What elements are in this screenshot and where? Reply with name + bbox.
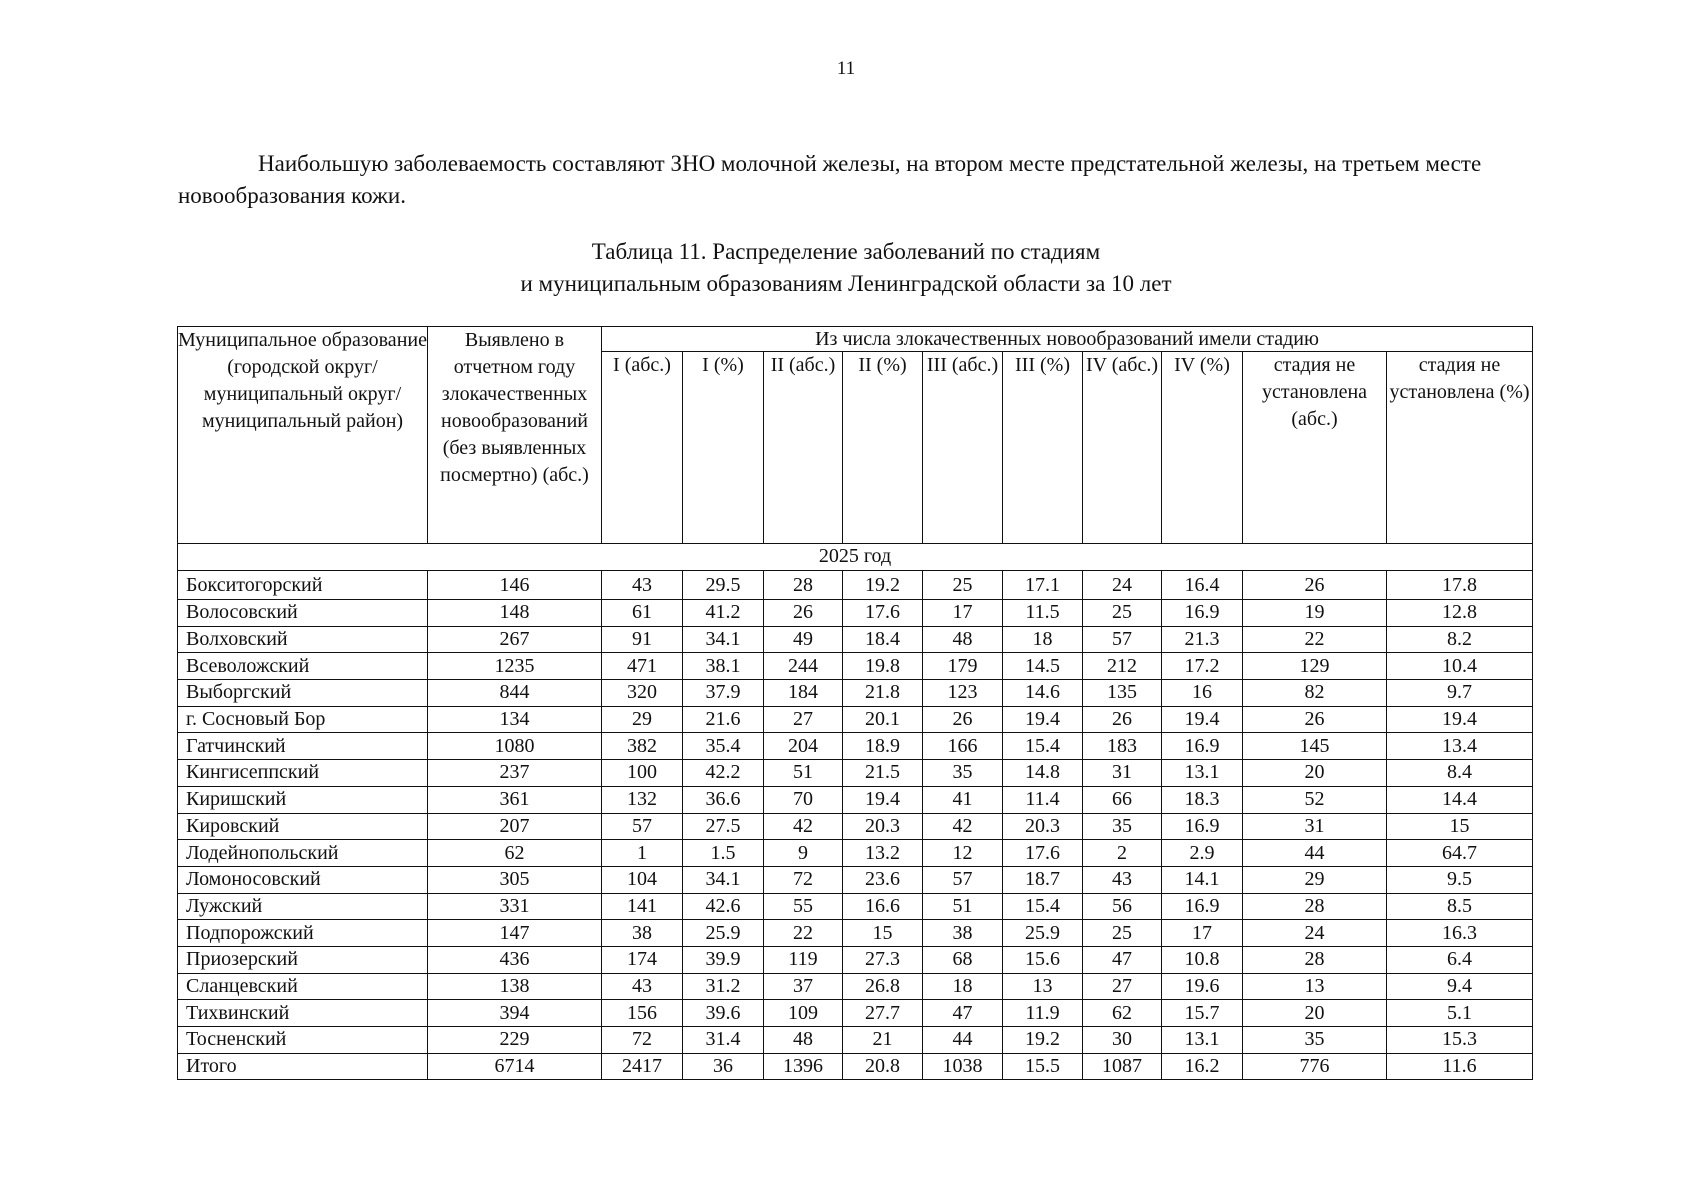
detected-cell: 62: [428, 840, 602, 867]
stage-1-pct-cell: 41.2: [683, 600, 764, 627]
stage-3-abs-cell: 25: [923, 571, 1003, 600]
stage-2-abs-cell: 49: [764, 626, 843, 653]
stage-3-pct-cell: 15.4: [1003, 733, 1083, 760]
stage-3-pct-cell: 14.5: [1003, 653, 1083, 680]
stage-1-pct-cell: 29.5: [683, 571, 764, 600]
stage-1-abs-cell: 174: [602, 946, 683, 973]
stage-4-abs-cell: 135: [1083, 680, 1162, 707]
municipality-cell: Приозерский: [178, 946, 428, 973]
stage-1-abs-cell: 72: [602, 1027, 683, 1054]
detected-cell: 267: [428, 626, 602, 653]
stage-1-pct-cell: 31.4: [683, 1027, 764, 1054]
header-municipality: Муниципальное образование (городской округ/ муниципальный округ/ муниципальный район): [178, 327, 428, 544]
stage-2-pct-cell: 17.6: [843, 600, 923, 627]
stage-2-pct-cell: 20.1: [843, 706, 923, 733]
stage-1-abs-cell: 1: [602, 840, 683, 867]
stage-1-pct-cell: 39.9: [683, 946, 764, 973]
unknown-abs-cell: 28: [1243, 893, 1387, 920]
stage-4-abs-cell: 24: [1083, 571, 1162, 600]
stage-3-abs-cell: 38: [923, 920, 1003, 947]
stage-2-pct-cell: 27.7: [843, 1000, 923, 1027]
stage-1-pct-cell: 37.9: [683, 680, 764, 707]
stage-2-abs-cell: 244: [764, 653, 843, 680]
stage-3-pct-cell: 25.9: [1003, 920, 1083, 947]
header-stage-4-pct: IV (%): [1162, 352, 1243, 544]
stage-4-pct-cell: 16.4: [1162, 571, 1243, 600]
stage-3-pct-cell: 13: [1003, 973, 1083, 1000]
stage-3-abs-cell: 68: [923, 946, 1003, 973]
stage-4-pct-cell: 19.4: [1162, 706, 1243, 733]
stage-2-pct-cell: 16.6: [843, 893, 923, 920]
stage-2-abs-cell: 72: [764, 866, 843, 893]
table-row: [178, 840, 1533, 867]
unknown-abs-cell: 26: [1243, 571, 1387, 600]
stage-3-abs-cell: 1038: [923, 1053, 1003, 1080]
table-row: [178, 786, 1533, 813]
stage-3-pct-cell: 11.5: [1003, 600, 1083, 627]
stage-4-abs-cell: 31: [1083, 760, 1162, 787]
stage-3-abs-cell: 41: [923, 786, 1003, 813]
table-row: [178, 626, 1533, 653]
stage-1-pct-cell: 36: [683, 1053, 764, 1080]
stage-3-abs-cell: 47: [923, 1000, 1003, 1027]
unknown-pct-cell: 5.1: [1387, 1000, 1533, 1027]
detected-cell: 305: [428, 866, 602, 893]
stage-4-pct-cell: 15.7: [1162, 1000, 1243, 1027]
stage-2-pct-cell: 19.4: [843, 786, 923, 813]
municipality-cell: Выборгский: [178, 680, 428, 707]
stage-3-pct-cell: 20.3: [1003, 813, 1083, 840]
unknown-abs-cell: 20: [1243, 1000, 1387, 1027]
stage-3-abs-cell: 51: [923, 893, 1003, 920]
detected-cell: 134: [428, 706, 602, 733]
stage-2-abs-cell: 27: [764, 706, 843, 733]
stage-2-abs-cell: 109: [764, 1000, 843, 1027]
header-stage-3-abs: III (абс.): [923, 352, 1003, 544]
stage-2-abs-cell: 55: [764, 893, 843, 920]
stage-3-pct-cell: 14.8: [1003, 760, 1083, 787]
stage-3-abs-cell: 123: [923, 680, 1003, 707]
stage-2-pct-cell: 19.2: [843, 571, 923, 600]
stage-3-pct-cell: 18.7: [1003, 866, 1083, 893]
stage-4-pct-cell: 17.2: [1162, 653, 1243, 680]
stage-1-abs-cell: 29: [602, 706, 683, 733]
stage-1-abs-cell: 61: [602, 600, 683, 627]
stage-2-pct-cell: 18.4: [843, 626, 923, 653]
stage-2-pct-cell: 20.8: [843, 1053, 923, 1080]
municipality-cell: Подпорожский: [178, 920, 428, 947]
stage-1-abs-cell: 104: [602, 866, 683, 893]
table-row: [178, 946, 1533, 973]
stage-4-pct-cell: 14.1: [1162, 866, 1243, 893]
stage-4-abs-cell: 183: [1083, 733, 1162, 760]
stage-4-abs-cell: 57: [1083, 626, 1162, 653]
stage-1-abs-cell: 141: [602, 893, 683, 920]
table-row: [178, 1027, 1533, 1054]
stage-2-abs-cell: 119: [764, 946, 843, 973]
stage-2-pct-cell: 23.6: [843, 866, 923, 893]
stage-1-pct-cell: 36.6: [683, 786, 764, 813]
stage-3-abs-cell: 57: [923, 866, 1003, 893]
unknown-abs-cell: 44: [1243, 840, 1387, 867]
stage-1-pct-cell: 1.5: [683, 840, 764, 867]
detected-cell: 237: [428, 760, 602, 787]
stage-2-pct-cell: 15: [843, 920, 923, 947]
unknown-abs-cell: 24: [1243, 920, 1387, 947]
detected-cell: 1235: [428, 653, 602, 680]
stage-1-abs-cell: 156: [602, 1000, 683, 1027]
stage-1-abs-cell: 2417: [602, 1053, 683, 1080]
year-row: [178, 544, 1533, 571]
stage-2-abs-cell: 51: [764, 760, 843, 787]
total-row: [178, 1053, 1533, 1080]
page-number: 11: [836, 58, 856, 79]
stage-3-abs-cell: 42: [923, 813, 1003, 840]
stage-4-abs-cell: 56: [1083, 893, 1162, 920]
unknown-pct-cell: 15.3: [1387, 1027, 1533, 1054]
stage-distribution-table: [177, 326, 1533, 1080]
stage-1-abs-cell: 471: [602, 653, 683, 680]
stage-3-abs-cell: 35: [923, 760, 1003, 787]
unknown-abs-cell: 28: [1243, 946, 1387, 973]
detected-cell: 436: [428, 946, 602, 973]
unknown-pct-cell: 11.6: [1387, 1053, 1533, 1080]
unknown-pct-cell: 8.4: [1387, 760, 1533, 787]
stage-4-abs-cell: 43: [1083, 866, 1162, 893]
stage-4-pct-cell: 16.9: [1162, 893, 1243, 920]
municipality-cell: Итого: [178, 1053, 428, 1080]
stage-4-abs-cell: 35: [1083, 813, 1162, 840]
unknown-abs-cell: 35: [1243, 1027, 1387, 1054]
stage-2-abs-cell: 48: [764, 1027, 843, 1054]
stage-2-abs-cell: 22: [764, 920, 843, 947]
stage-4-abs-cell: 66: [1083, 786, 1162, 813]
municipality-cell: Тихвинский: [178, 1000, 428, 1027]
stage-3-pct-cell: 11.4: [1003, 786, 1083, 813]
stage-1-pct-cell: 42.2: [683, 760, 764, 787]
stage-3-abs-cell: 166: [923, 733, 1003, 760]
stage-4-abs-cell: 30: [1083, 1027, 1162, 1054]
stage-4-pct-cell: 16.9: [1162, 813, 1243, 840]
stage-2-abs-cell: 9: [764, 840, 843, 867]
stage-2-abs-cell: 184: [764, 680, 843, 707]
unknown-pct-cell: 16.3: [1387, 920, 1533, 947]
table-row: [178, 571, 1533, 600]
header-unknown-pct: стадия не установлена (%): [1387, 352, 1533, 544]
stage-4-pct-cell: 10.8: [1162, 946, 1243, 973]
municipality-cell: Сланцевский: [178, 973, 428, 1000]
unknown-pct-cell: 64.7: [1387, 840, 1533, 867]
detected-cell: 361: [428, 786, 602, 813]
municipality-cell: Кировский: [178, 813, 428, 840]
unknown-abs-cell: 22: [1243, 626, 1387, 653]
table-row: [178, 973, 1533, 1000]
unknown-abs-cell: 19: [1243, 600, 1387, 627]
stage-4-pct-cell: 2.9: [1162, 840, 1243, 867]
stage-3-pct-cell: 19.4: [1003, 706, 1083, 733]
stage-4-abs-cell: 212: [1083, 653, 1162, 680]
stage-3-abs-cell: 48: [923, 626, 1003, 653]
municipality-cell: Бокситогорский: [178, 571, 428, 600]
municipality-cell: Кингисеппский: [178, 760, 428, 787]
stage-1-pct-cell: 42.6: [683, 893, 764, 920]
stage-3-pct-cell: 11.9: [1003, 1000, 1083, 1027]
stage-1-pct-cell: 34.1: [683, 626, 764, 653]
municipality-cell: Тосненский: [178, 1027, 428, 1054]
stage-1-pct-cell: 31.2: [683, 973, 764, 1000]
detected-cell: 6714: [428, 1053, 602, 1080]
stage-4-pct-cell: 19.6: [1162, 973, 1243, 1000]
header-unknown-abs: стадия не установлена (абс.): [1243, 352, 1387, 544]
stage-1-abs-cell: 38: [602, 920, 683, 947]
stage-2-abs-cell: 42: [764, 813, 843, 840]
stage-2-pct-cell: 21.8: [843, 680, 923, 707]
unknown-pct-cell: 15: [1387, 813, 1533, 840]
stage-4-abs-cell: 62: [1083, 1000, 1162, 1027]
unknown-pct-cell: 12.8: [1387, 600, 1533, 627]
stage-2-pct-cell: 21.5: [843, 760, 923, 787]
unknown-pct-cell: 8.5: [1387, 893, 1533, 920]
stage-1-abs-cell: 100: [602, 760, 683, 787]
unknown-pct-cell: 19.4: [1387, 706, 1533, 733]
header-stage-3-pct: III (%): [1003, 352, 1083, 544]
table-row: [178, 813, 1533, 840]
stage-3-pct-cell: 19.2: [1003, 1027, 1083, 1054]
stage-4-pct-cell: 13.1: [1162, 760, 1243, 787]
table-row: [178, 866, 1533, 893]
stage-2-pct-cell: 26.8: [843, 973, 923, 1000]
stage-4-abs-cell: 47: [1083, 946, 1162, 973]
unknown-pct-cell: 6.4: [1387, 946, 1533, 973]
municipality-cell: Лодейнопольский: [178, 840, 428, 867]
stage-4-pct-cell: 17: [1162, 920, 1243, 947]
unknown-pct-cell: 9.4: [1387, 973, 1533, 1000]
detected-cell: 207: [428, 813, 602, 840]
table-row: [178, 760, 1533, 787]
stage-3-pct-cell: 15.6: [1003, 946, 1083, 973]
detected-cell: 1080: [428, 733, 602, 760]
detected-cell: 844: [428, 680, 602, 707]
stage-2-abs-cell: 204: [764, 733, 843, 760]
stage-1-pct-cell: 25.9: [683, 920, 764, 947]
table-row: [178, 1000, 1533, 1027]
unknown-abs-cell: 31: [1243, 813, 1387, 840]
stage-2-pct-cell: 13.2: [843, 840, 923, 867]
stage-1-pct-cell: 27.5: [683, 813, 764, 840]
stage-2-pct-cell: 18.9: [843, 733, 923, 760]
stage-2-pct-cell: 27.3: [843, 946, 923, 973]
municipality-cell: Лужский: [178, 893, 428, 920]
stage-3-pct-cell: 17.1: [1003, 571, 1083, 600]
unknown-pct-cell: 17.8: [1387, 571, 1533, 600]
detected-cell: 229: [428, 1027, 602, 1054]
header-detected: Выявлено в отчетном году злокачественных новообразований (без выявленных посмертно) (абс.): [428, 327, 602, 544]
header-stage-2-abs: II (абс.): [764, 352, 843, 544]
stage-1-abs-cell: 57: [602, 813, 683, 840]
stage-4-abs-cell: 25: [1083, 920, 1162, 947]
table-row: [178, 680, 1533, 707]
table-title-line-1: Таблица 11. Распределение заболеваний по стадиям: [591, 239, 1101, 264]
stage-1-abs-cell: 382: [602, 733, 683, 760]
stage-4-abs-cell: 25: [1083, 600, 1162, 627]
header-stage-1-pct: I (%): [683, 352, 764, 544]
stage-1-abs-cell: 43: [602, 571, 683, 600]
table-row: [178, 600, 1533, 627]
stage-1-abs-cell: 43: [602, 973, 683, 1000]
stage-4-pct-cell: 21.3: [1162, 626, 1243, 653]
header-stage-2-pct: II (%): [843, 352, 923, 544]
year-label: 2025 год: [178, 544, 1533, 571]
stage-3-abs-cell: 179: [923, 653, 1003, 680]
stage-4-pct-cell: 16.2: [1162, 1053, 1243, 1080]
stage-3-abs-cell: 26: [923, 706, 1003, 733]
unknown-pct-cell: 14.4: [1387, 786, 1533, 813]
unknown-abs-cell: 145: [1243, 733, 1387, 760]
stage-2-abs-cell: 26: [764, 600, 843, 627]
unknown-pct-cell: 9.5: [1387, 866, 1533, 893]
stage-3-pct-cell: 15.4: [1003, 893, 1083, 920]
municipality-cell: Киришский: [178, 786, 428, 813]
header-stage-4-abs: IV (абс.): [1083, 352, 1162, 544]
detected-cell: 331: [428, 893, 602, 920]
stage-4-abs-cell: 1087: [1083, 1053, 1162, 1080]
unknown-abs-cell: 29: [1243, 866, 1387, 893]
unknown-abs-cell: 52: [1243, 786, 1387, 813]
table-row: [178, 733, 1533, 760]
stage-1-abs-cell: 132: [602, 786, 683, 813]
stage-3-pct-cell: 15.5: [1003, 1053, 1083, 1080]
stage-2-abs-cell: 28: [764, 571, 843, 600]
unknown-pct-cell: 8.2: [1387, 626, 1533, 653]
stage-1-pct-cell: 21.6: [683, 706, 764, 733]
unknown-abs-cell: 776: [1243, 1053, 1387, 1080]
table-row: [178, 653, 1533, 680]
stage-3-pct-cell: 17.6: [1003, 840, 1083, 867]
municipality-cell: Волосовский: [178, 600, 428, 627]
unknown-abs-cell: 20: [1243, 760, 1387, 787]
table-row: [178, 893, 1533, 920]
stage-3-pct-cell: 14.6: [1003, 680, 1083, 707]
stage-3-abs-cell: 18: [923, 973, 1003, 1000]
stage-4-pct-cell: 16: [1162, 680, 1243, 707]
stage-2-pct-cell: 21: [843, 1027, 923, 1054]
stage-2-pct-cell: 19.8: [843, 653, 923, 680]
unknown-abs-cell: 13: [1243, 973, 1387, 1000]
stage-2-abs-cell: 1396: [764, 1053, 843, 1080]
stage-3-abs-cell: 17: [923, 600, 1003, 627]
table-row: [178, 706, 1533, 733]
stage-4-pct-cell: 16.9: [1162, 600, 1243, 627]
detected-cell: 394: [428, 1000, 602, 1027]
unknown-abs-cell: 26: [1243, 706, 1387, 733]
stage-4-abs-cell: 26: [1083, 706, 1162, 733]
unknown-abs-cell: 82: [1243, 680, 1387, 707]
stage-1-pct-cell: 35.4: [683, 733, 764, 760]
unknown-abs-cell: 129: [1243, 653, 1387, 680]
stage-4-pct-cell: 13.1: [1162, 1027, 1243, 1054]
stage-2-abs-cell: 37: [764, 973, 843, 1000]
stage-1-pct-cell: 38.1: [683, 653, 764, 680]
municipality-cell: Ломоносовский: [178, 866, 428, 893]
intro-paragraph: Наибольшую заболеваемость составляют ЗНО молочной железы, на втором месте предстательной железы, на третьем месте новообразования кожи.: [178, 151, 1482, 208]
municipality-cell: г. Сосновый Бор: [178, 706, 428, 733]
municipality-cell: Гатчинский: [178, 733, 428, 760]
detected-cell: 148: [428, 600, 602, 627]
detected-cell: 146: [428, 571, 602, 600]
stage-2-abs-cell: 70: [764, 786, 843, 813]
table-body: [178, 571, 1533, 1080]
stage-1-abs-cell: 320: [602, 680, 683, 707]
stage-4-abs-cell: 27: [1083, 973, 1162, 1000]
stage-4-abs-cell: 2: [1083, 840, 1162, 867]
municipality-cell: Волховский: [178, 626, 428, 653]
table-title: [0, 236, 1692, 300]
unknown-pct-cell: 13.4: [1387, 733, 1533, 760]
table-title-line-2: и муниципальным образованиям Ленинградской области за 10 лет: [520, 271, 1172, 296]
detected-cell: 147: [428, 920, 602, 947]
stage-1-abs-cell: 91: [602, 626, 683, 653]
header-stage-group: Из числа злокачественных новообразований имели стадию: [602, 327, 1533, 352]
unknown-pct-cell: 9.7: [1387, 680, 1533, 707]
stage-1-pct-cell: 39.6: [683, 1000, 764, 1027]
detected-cell: 138: [428, 973, 602, 1000]
unknown-pct-cell: 10.4: [1387, 653, 1533, 680]
table-row: [178, 920, 1533, 947]
stage-2-pct-cell: 20.3: [843, 813, 923, 840]
municipality-cell: Всеволожский: [178, 653, 428, 680]
stage-4-pct-cell: 16.9: [1162, 733, 1243, 760]
stage-4-pct-cell: 18.3: [1162, 786, 1243, 813]
stage-3-abs-cell: 12: [923, 840, 1003, 867]
stage-3-abs-cell: 44: [923, 1027, 1003, 1054]
stage-1-pct-cell: 34.1: [683, 866, 764, 893]
stage-3-pct-cell: 18: [1003, 626, 1083, 653]
header-stage-1-abs: I (абс.): [602, 352, 683, 544]
